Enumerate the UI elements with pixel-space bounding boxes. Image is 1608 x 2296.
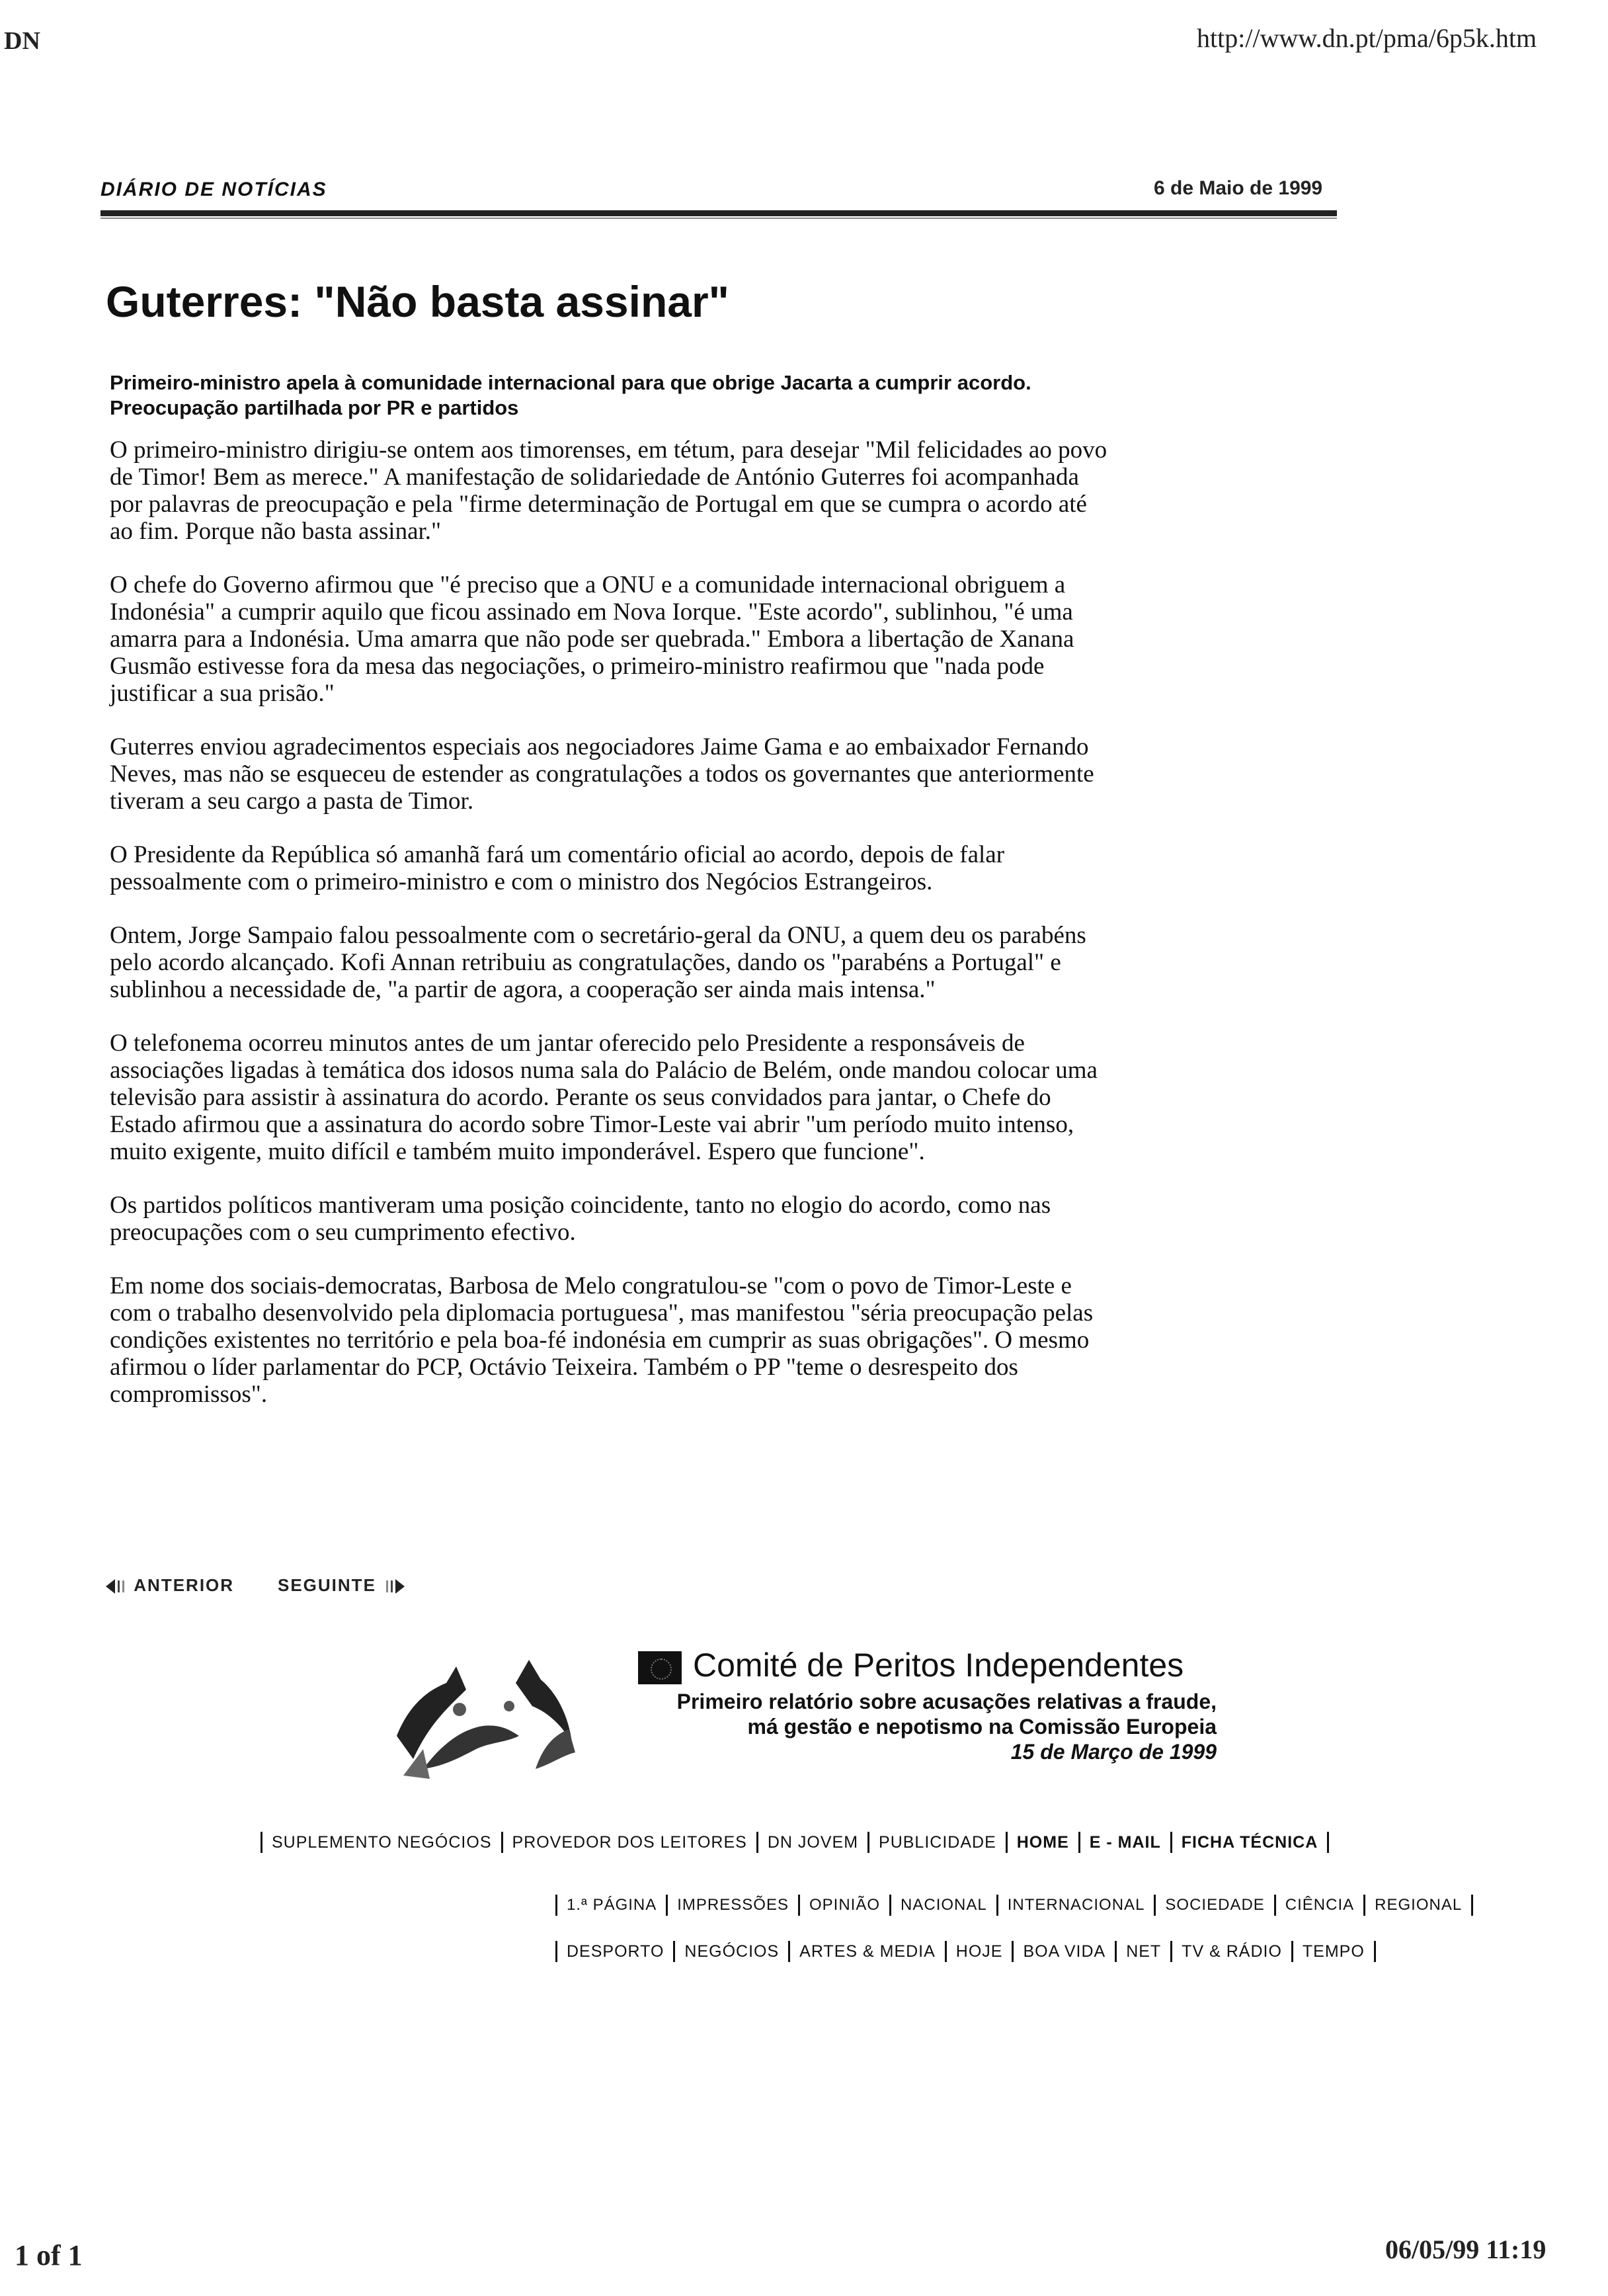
print-header-url: http://www.dn.pt/pma/6p5k.htm	[1197, 23, 1537, 53]
nav-link-ficha-tecnica[interactable]: FICHA TÉCNICA	[1181, 1832, 1318, 1852]
article-paragraph: Ontem, Jorge Sampaio falou pessoalmente com o secretário-geral da ONU, a quem deu os parabéns pelo acordo alcançado. Kofi Annan retribuiu as congratulações, dando os "parabéns a Portugal" e sublinhou a necessidade de, "a partir de agora, a cooperação ser ainda mais intensa."	[110, 922, 1086, 1003]
masthead-rule	[100, 210, 1337, 216]
nav-separator	[501, 1832, 503, 1853]
nav-separator	[889, 1895, 891, 1916]
article-paragraph: O telefonema ocorreu minutos antes de um jantar oferecido pelo Presidente a responsáveis de associações ligadas à temática dos idosos numa sala do Palácio de Belém, onde mandou colocar uma televisão para assistir à assinatura do acordo. Perante os seus convidados para jantar, o Chefe do Estado afirmou que a assinatura do acordo sobre Timor-Leste vai abrir "um período muito intenso, muito exigente, muito difícil e também muito imponderável. Espero que funcione".	[110, 1030, 1098, 1165]
nav-link-net[interactable]: NET	[1126, 1942, 1162, 1961]
nav-link-suplemento-negocios[interactable]: SUPLEMENTO NEGÓCIOS	[272, 1832, 492, 1852]
nav-row-sections	[555, 1895, 1482, 1916]
nav-separator	[867, 1832, 869, 1853]
nav-link-impressoes[interactable]: IMPRESSÕES	[677, 1896, 789, 1914]
article-body	[110, 436, 1115, 1434]
nav-separator	[798, 1895, 800, 1916]
article-headline: Guterres: "Não basta assinar"	[106, 277, 729, 326]
arrow-left-icon	[104, 1577, 128, 1596]
nav-separator	[555, 1895, 557, 1916]
article-paragraph: O Presidente da República só amanhã fará um comentário oficial ao acordo, depois de falar pessoalmente com o primeiro-ministro e com o ministro dos Negócios Estrangeiros.	[110, 841, 1005, 895]
article-paragraph: Os partidos políticos mantiveram uma posição coincidente, tanto no elogio do acordo, como nas preocupações com o seu cumprimento efectivo.	[110, 1192, 1051, 1246]
ad-banner[interactable]	[383, 1637, 1217, 1795]
previous-article-link[interactable]	[104, 1575, 234, 1596]
next-label: SEGUINTE	[278, 1575, 376, 1595]
article-lead: Primeiro-ministro apela à comunidade internacional para que obrige Jacarta a cumprir acordo. Preocupação partilhada por PR e partidos	[110, 371, 1031, 419]
nav-separator	[261, 1832, 262, 1853]
nav-link-sociedade[interactable]: SOCIEDADE	[1165, 1896, 1265, 1914]
print-page-indicator: 1 of 1	[15, 2239, 83, 2272]
nav-link-regional[interactable]: REGIONAL	[1375, 1896, 1463, 1914]
nav-separator	[673, 1941, 675, 1962]
nav-link-nacional[interactable]: NACIONAL	[901, 1896, 987, 1914]
nav-separator	[996, 1895, 998, 1916]
nav-separator	[1374, 1941, 1376, 1962]
ad-subtitle-line1: Primeiro relatório sobre acusações relativas a fraude,	[676, 1690, 1217, 1713]
nav-separator	[666, 1895, 668, 1916]
nav-separator	[1115, 1941, 1117, 1962]
nav-separator	[788, 1941, 790, 1962]
masthead-rule-thin	[100, 218, 1337, 219]
nav-link-opiniao[interactable]: OPINIÃO	[809, 1896, 881, 1914]
nav-link-negocios[interactable]: NEGÓCIOS	[684, 1942, 780, 1961]
print-timestamp: 06/05/99 11:19	[1385, 2234, 1547, 2264]
nav-separator	[1274, 1895, 1276, 1916]
nav-link-tv-radio[interactable]: TV & RÁDIO	[1182, 1942, 1282, 1961]
previous-label: ANTERIOR	[134, 1575, 235, 1595]
nav-separator	[1471, 1895, 1473, 1916]
nav-link-email[interactable]: E - MAIL	[1089, 1832, 1161, 1852]
nav-link-primeira-pagina[interactable]: 1.ª PÁGINA	[567, 1896, 657, 1914]
nav-link-publicidade[interactable]: PUBLICIDADE	[879, 1832, 996, 1852]
ad-title: Comité de Peritos Independentes	[693, 1647, 1184, 1684]
ad-date: 15 de Março de 1999	[1010, 1740, 1217, 1764]
nav-separator	[1291, 1941, 1293, 1962]
nav-link-home[interactable]: HOME	[1016, 1832, 1069, 1852]
print-header-site: DN	[4, 27, 40, 55]
eu-flag-icon	[638, 1651, 682, 1684]
nav-separator	[1327, 1832, 1329, 1853]
nav-link-ciencia[interactable]: CIÊNCIA	[1285, 1896, 1355, 1914]
nav-link-artes-media[interactable]: ARTES & MEDIA	[799, 1942, 936, 1961]
expert-committee-emblem	[383, 1643, 582, 1789]
nav-separator	[1154, 1895, 1156, 1916]
nav-separator	[1012, 1941, 1014, 1962]
nav-link-internacional[interactable]: INTERNACIONAL	[1007, 1896, 1145, 1914]
nav-link-dn-jovem[interactable]: DN JOVEM	[767, 1832, 859, 1852]
nav-link-tempo[interactable]: TEMPO	[1302, 1942, 1365, 1961]
next-article-link[interactable]	[278, 1575, 406, 1596]
article-paragraph: Guterres enviou agradecimentos especiais aos negociadores Jaime Gama e ao embaixador Fernando Neves, mas não se esqueceu de estender as congratulações a todos os governantes que anteriormente tiveram a seu cargo a pasta de Timor.	[110, 733, 1094, 815]
nav-separator	[1170, 1941, 1172, 1962]
nav-separator	[1170, 1832, 1172, 1853]
nav-separator	[756, 1832, 758, 1853]
ad-subtitle-line2: má gestão e nepotismo na Comissão Europeia	[747, 1715, 1217, 1739]
masthead-date: 6 de Maio de 1999	[1154, 177, 1323, 199]
nav-separator	[1363, 1895, 1365, 1916]
nav-separator	[1078, 1832, 1080, 1853]
nav-link-boa-vida[interactable]: BOA VIDA	[1023, 1942, 1106, 1961]
article-paragraph: O chefe do Governo afirmou que "é preciso que a ONU e a comunidade internacional obriguem a Indonésia" a cumprir aquilo que ficou assinado em Nova Iorque. "Este acordo", sublinhou, "é uma amarra para a Indonésia. Uma amarra que não pode ser quebrada." Embora a libertação de Xanana Gusmão estivesse fora da mesa das negociações, o primeiro-ministro reafirmou que "nada pode justificar a sua prisão."	[110, 571, 1074, 707]
arrow-right-icon	[382, 1577, 406, 1596]
nav-separator	[1006, 1832, 1008, 1853]
nav-separator	[555, 1941, 557, 1962]
nav-link-hoje[interactable]: HOJE	[955, 1942, 1003, 1961]
article-paragraph: O primeiro-ministro dirigiu-se ontem aos timorenses, em tétum, para desejar "Mil felicidades ao povo de Timor! Bem as merece." A manifestação de solidariedade de António Guterres foi acompanhada por palavras de preocupação e pela "firme determinação de Portugal em que se cumpra o acordo até ao fim. Porque não basta assinar."	[110, 436, 1107, 545]
nav-separator	[945, 1941, 947, 1962]
nav-link-provedor-leitores[interactable]: PROVEDOR DOS LEITORES	[512, 1832, 747, 1852]
nav-row-services	[251, 1832, 1338, 1853]
masthead-logo[interactable]: DIÁRIO DE NOTÍCIAS	[100, 179, 327, 200]
nav-row-topics	[555, 1941, 1385, 1962]
nav-link-desporto[interactable]: DESPORTO	[567, 1942, 664, 1961]
article-paragraph: Em nome dos sociais-democratas, Barbosa de Melo congratulou-se "com o povo de Timor-Leste e com o trabalho desenvolvido pela diplomacia portuguesa", mas manifestou "séria preocupação pelas condições existentes no território e pela boa-fé indonésia em cumprir as suas obrigações". O mesmo afirmou o líder parlamentar do PCP, Octávio Teixeira. Também o PP "teme o desrespeito dos compromissos".	[110, 1272, 1094, 1408]
